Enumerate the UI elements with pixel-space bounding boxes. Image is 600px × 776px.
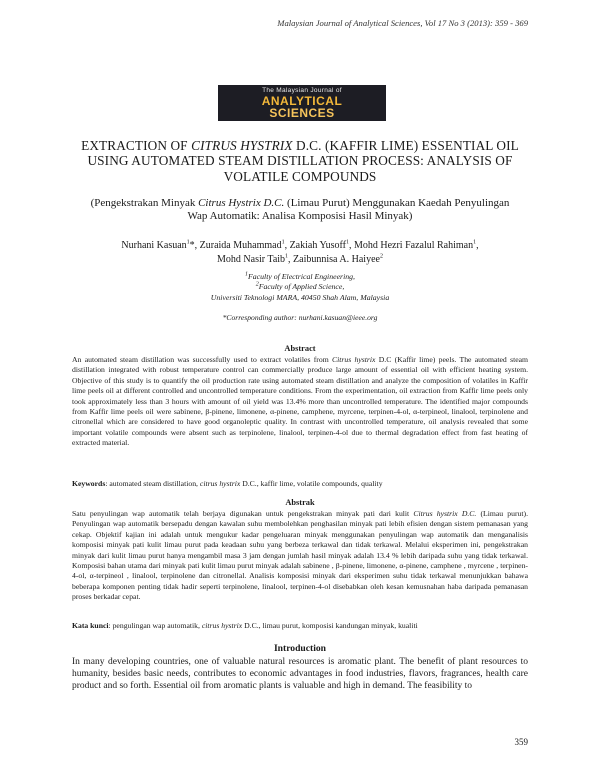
keywords-species: citrus hystrix — [199, 479, 241, 488]
journal-logo — [218, 85, 386, 121]
keywords — [72, 479, 528, 489]
abstract-heading: Abstract — [284, 344, 316, 353]
kata-kunci-post: D.C., limau purut, komposisi kandungan minyak, kualiti — [242, 621, 418, 630]
title-line1-pre: EXTRACTION OF — [81, 138, 192, 153]
introduction-heading: Introduction — [273, 643, 327, 654]
title-line3: VOLATILE COMPOUNDS — [223, 168, 377, 184]
logo-line-2: SCIENCES — [269, 106, 335, 120]
kata-kunci — [72, 621, 528, 631]
corresponding-author: *Corresponding author: nurhani.kasuan@ieee.org — [222, 313, 378, 322]
author-name: Mohd Nasir Taib — [217, 253, 286, 265]
author-mark: * — [189, 240, 195, 251]
author-name: , Zuraida Muhammad — [194, 240, 282, 251]
subtitle-post: (Limau Purut) Menggunakan Kaedah Penyulingan — [284, 197, 510, 209]
kata-kunci-label: Kata kunci — [72, 621, 109, 630]
author-sup: 2 — [379, 253, 383, 260]
author-name: , Mohd Hezri Fazalul Rahiman — [348, 240, 474, 251]
keywords-pre: : automated steam distillation, — [105, 479, 200, 488]
kata-kunci-pre: : pengulingan wap automatik, — [108, 621, 202, 630]
keywords-label: Keywords — [72, 479, 106, 488]
affil-sup: 2 — [255, 281, 259, 288]
affil-line: Universiti Teknologi MARA, 40450 Shah Alam, Malaysia — [210, 292, 390, 302]
abstrak-heading: Abstrak — [285, 498, 315, 507]
logo-top-text: The Malaysian Journal of — [262, 87, 342, 94]
author-sup: 1 — [285, 253, 289, 260]
author-sep: , — [476, 240, 479, 251]
author-name: , Zakiah Yusoff — [284, 240, 346, 251]
author-sup: 1 — [281, 239, 285, 246]
affil-line: Faculty of Applied Science, — [258, 282, 345, 292]
subtitle-species: Citrus Hystrix D.C. — [198, 197, 285, 209]
paper-subtitle — [72, 197, 528, 224]
keywords-post: D.C., kaffir lime, volatile compounds, quality — [240, 479, 383, 488]
abstrak-species: Citrus hystrix D.C. — [413, 509, 477, 518]
author-name: , Zaibunnisa A. Haiyee — [288, 253, 380, 265]
journal-header: Malaysian Journal of Analytical Sciences, Vol 17 No 3 (2013): 359 - 369 — [277, 18, 528, 28]
logo-line-1: ANALYTICAL — [261, 94, 343, 108]
page-number: 359 — [514, 737, 528, 747]
abstrak-text-1: Satu penyulingan wap automatik telah berjaya digunakan untuk pengekstrakan minyak pati dari kulit — [72, 509, 414, 518]
title-line1-post: D.C. (KAFFIR LIME) ESSENTIAL OIL — [292, 138, 519, 153]
introduction-body: In many developing countries, one of valuable natural resources is aromatic plant. The benefit of plant resources to humanity, besides basic needs, contributes to economic advantages in food industries, flavors, fragrances, health care product and so forth. Essential oil from aromatic plants is valuable and high in demand. The feasibility to — [72, 657, 528, 691]
title-species: CITRUS HYSTRIX — [191, 138, 293, 153]
abstract-text-2: D.C (Kaffir lime) peels. The automated steam distillation integrated with robust temperature control can commercially produce large amount of essential oil with efficient heating system. Objective of this study is to quantify the oil production rate using automated steam distillation and analyze the composition of volatiles in Kaffir lime peels oil at different controlled and uncontrolled temperature conditions. From the experimentation, oil extraction from Kaffir lime peels only took approximately less than 3 hours with amount of oil yield was 13.4% more than uncontrolled temperature. The identified major compounds from Kaffir lime peels oil were sabinene, β-pinene, limonene, α-pinene, camphene, myrcene, terpinen-4-ol, α-terpineol, linalool, terpinolene and citronellal which are considered to have good organoleptic quality. In contrast with uncontrolled temperature, oil analysis revealed that some important volatile compounds were absent such as terpinolene, linalool, terpinen-4-ol due to thermal degradation effect from fast heating of extracted material. — [72, 355, 529, 448]
affiliations — [72, 272, 528, 303]
title-line2: USING AUTOMATED STEAM DISTILLATION PROCESS: ANALYSIS OF — [87, 153, 513, 169]
author-list — [72, 239, 528, 266]
author-sup: 1 — [473, 239, 477, 246]
subtitle-line2: Wap Automatik: Analisa Komposisi Hasil Minyak) — [187, 210, 413, 223]
author-sup: 1 — [186, 239, 190, 246]
subtitle-pre: (Pengekstrakan Minyak — [90, 197, 199, 209]
abstrak-text-2: (Limau purut). Penyulingan wap automatik bersepadu dengan kawalan suhu membolehkan penghasilan minyak pati lebih efisien dengan sistem pemanasan yang cekap. Objektif kajian ini adalah untuk mengukur kadar pengeluaran minyak menggunakan penyulingan wap automatik dan menganalisis komposisi minyak pati kulit limau purut pada keadaan suhu yang berbeza terkawal dan tidak terkawal. Melalui eksperimen ini, pengekstrakan minyak dari kulit limau purut hanya mengambil masa 3 jam dengan jumlah hasil minyak adalah 13.4 % lebih daripada suhu yang tidak terkawal. Komposisi bahan utama dari minyak pati kulit limau purut minyak adalah sabinene , β-pinene, limonene, α-pinene, camphene , myrcene , terpinen-4-ol, α-terpineol , linalool, terpinolene dan citronellal. Analisis komposisi minyak dari eksperimen suhu tidak terkawal menunjukkan bahawa beberapa komponen penting tidak hadir seperti terpinolene, linalool, terpinen-4-ol disebabkan oleh kesan kemusnahan haba daripada pemanasan proses berkadar cepat. — [72, 509, 528, 602]
abstract-species: Citrus hystrix — [331, 355, 376, 364]
abstract-text-1: An automated steam distillation was successfully used to extract volatiles from — [72, 355, 332, 364]
abstrak-body — [72, 509, 528, 603]
author-name: Nurhani Kasuan — [121, 240, 187, 251]
author-sup: 1 — [345, 239, 349, 246]
paper-title — [72, 138, 528, 184]
abstract-body — [72, 355, 528, 449]
affil-line: Faculty of Electrical Engineering, — [248, 272, 355, 281]
affil-sup: 1 — [245, 271, 249, 278]
kata-kunci-species: citrus hystrix — [201, 621, 243, 630]
